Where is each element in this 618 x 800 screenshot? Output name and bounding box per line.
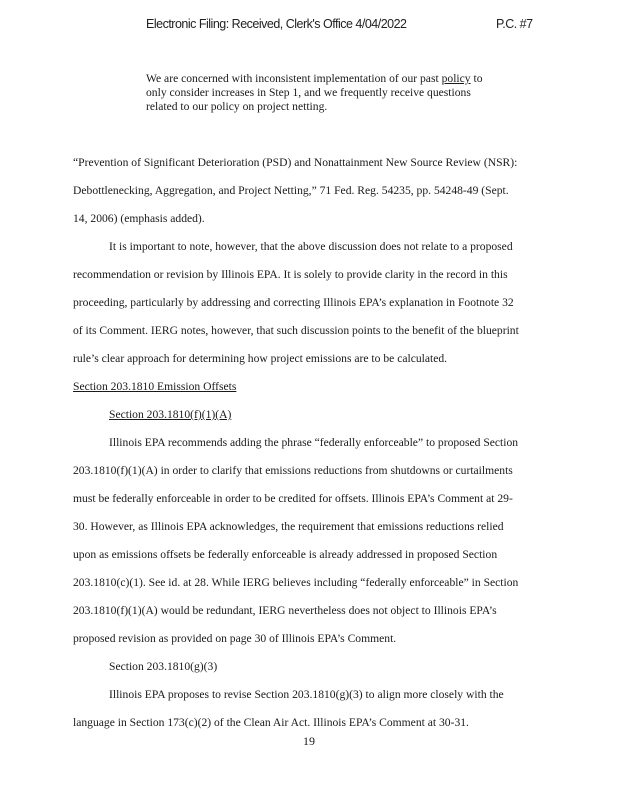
paragraph-line: must be federally enforceable in order to be credited for offsets. Illinois EPA’s Comment at 29- — [73, 492, 513, 505]
paragraph-line: Illinois EPA proposes to revise Section 203.1810(g)(3) to align more closely with the — [109, 688, 504, 701]
paragraph-line: 203.1810(c)(1). See id. at 28. While IERG believes including “federally enforceable” in Section — [73, 576, 519, 589]
paragraph-line: 30. However, as Illinois EPA acknowledges, the requirement that emissions reductions relied — [73, 520, 504, 533]
section-heading: Section 203.1810 Emission Offsets — [73, 380, 237, 393]
citation-line-3: 14, 2006) (emphasis added). — [73, 212, 205, 225]
citation-line-1: “Prevention of Significant Deterioration (PSD) and Nonattainment New Source Review (NSR): — [73, 156, 518, 169]
paragraph-line: upon as emissions offsets be federally enforceable is already addressed in proposed Section — [73, 548, 498, 561]
document-body — [73, 156, 553, 744]
paragraph-line: It is important to note, however, that the above discussion does not relate to a proposed — [109, 240, 513, 253]
quote-line-2: only consider increases in Step 1, and we frequently receive questions — [146, 86, 471, 99]
underlined-policy: policy — [441, 72, 471, 85]
block-quote — [146, 72, 516, 114]
quote-line-1: We are concerned with inconsistent implementation of our past policy to — [146, 72, 483, 85]
paragraph-line: 203.1810(f)(1)(A) in order to clarify that emissions reductions from shutdowns or curtailments — [73, 464, 513, 477]
paragraph-line: 203.1810(f)(1)(A) would be redundant, IERG nevertheless does not object to Illinois EPA’s — [73, 604, 497, 617]
paragraph-line: of its Comment. IERG notes, however, that such discussion points to the benefit of the blueprint — [73, 324, 519, 337]
paragraph-line: proposed revision as provided on page 30 of Illinois EPA’s Comment. — [73, 632, 397, 645]
subsection-heading: Section 203.1810(f)(1)(A) — [109, 408, 232, 421]
public-comment-number: P.C. #7 — [496, 17, 533, 31]
paragraph-line: recommendation or revision by Illinois EPA. It is solely to provide clarity in the record in this — [73, 268, 508, 281]
page-number: 19 — [303, 734, 315, 748]
paragraph-line: proceeding, particularly by addressing and correcting Illinois EPA’s explanation in Footnote 32 — [73, 296, 514, 309]
paragraph-line: language in Section 173(c)(2) of the Clean Air Act. Illinois EPA’s Comment at 30-31. — [73, 716, 469, 729]
filing-stamp: Electronic Filing: Received, Clerk's Office 4/04/2022 — [146, 17, 407, 31]
paragraph-line: rule’s clear approach for determining how project emissions are to be calculated. — [73, 352, 448, 365]
citation-line-2: Debottlenecking, Aggregation, and Project Netting,” 71 Fed. Reg. 54235, pp. 54248-49 (Sept. — [73, 184, 509, 197]
paragraph-line: Illinois EPA recommends adding the phrase “federally enforceable” to proposed Section — [109, 436, 519, 449]
quote-line-3: related to our policy on project netting. — [146, 100, 328, 113]
filing-header — [0, 17, 618, 35]
subsection-heading: Section 203.1810(g)(3) — [109, 660, 218, 673]
